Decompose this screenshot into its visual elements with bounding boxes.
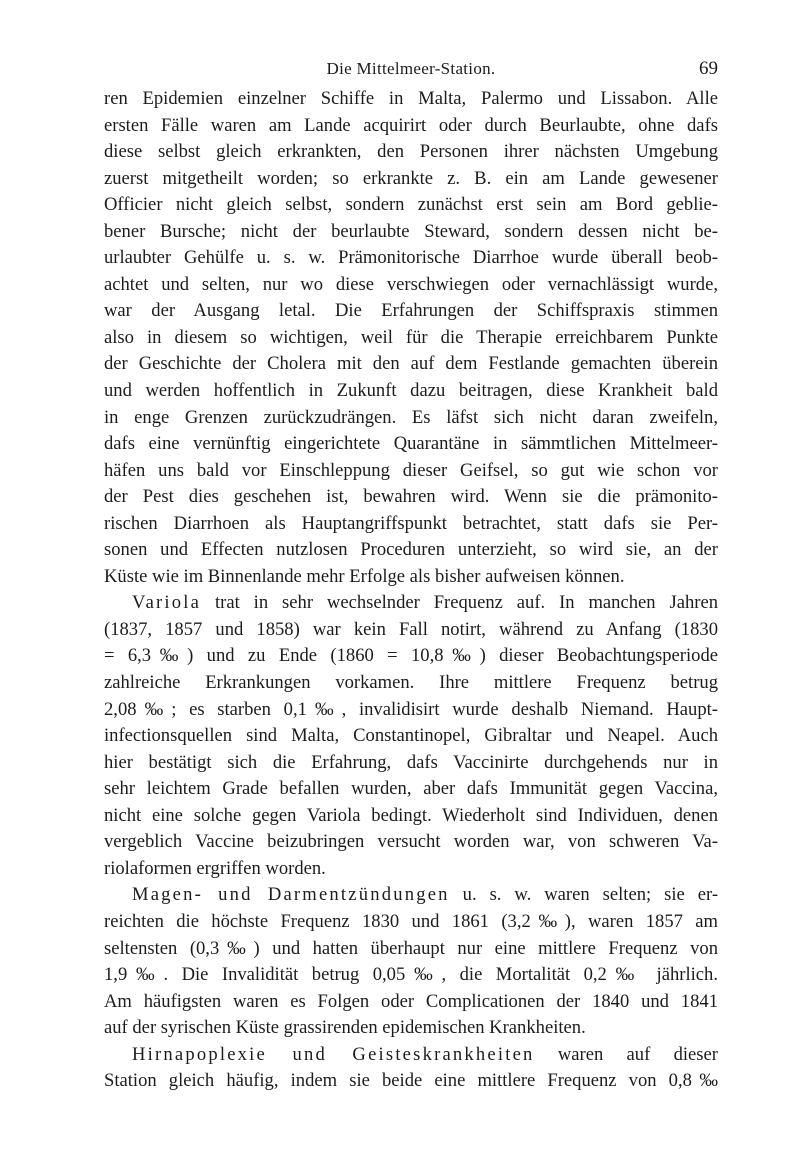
line-text: auf der syrischen Küste grassirenden epidemischen Krankheiten. <box>104 1017 586 1039</box>
text-line <box>104 166 718 193</box>
text-line <box>104 272 718 299</box>
text-line <box>104 617 718 644</box>
line-text: rischen Diarrhoen als Hauptangriffspunkt betrachtet, statt dafs sie Per- <box>104 512 718 534</box>
line-text: infectionsquellen sind Malta, Constantinopel, Gibraltar und Neapel. Auch <box>104 725 718 747</box>
line-text: waren auf dieser <box>557 1043 718 1065</box>
text-line <box>104 776 718 803</box>
text-line <box>104 670 718 697</box>
line-text: trat in sehr wechselnder Frequenz auf. In manchen Jahren <box>215 592 718 614</box>
line-text: vergeblich Vaccine beizubringen versucht worden war, von schweren Va- <box>104 831 718 853</box>
text-line <box>104 431 718 458</box>
text-line <box>104 1068 718 1095</box>
text-line <box>104 829 718 856</box>
line-text: Station gleich häufig, indem sie beide eine mittlere Frequenz von 0,8‰ <box>104 1070 718 1092</box>
line-text: achtet und selten, nur wo diese verschwiegen oder vernachlässigt wurde, <box>104 273 718 295</box>
page-number: 69 <box>699 58 718 79</box>
text-line <box>104 962 718 989</box>
text-line <box>104 1042 718 1069</box>
text-line <box>104 139 718 166</box>
text-line <box>104 86 718 113</box>
line-text: u. s. w. waren selten; sie er- <box>462 884 719 906</box>
text-line <box>104 1015 718 1042</box>
line-text: 1,9‰. Die Invalidität betrug 0,05‰, die Mortalität 0,2‰ jährlich. <box>104 964 718 986</box>
text-line <box>104 989 718 1016</box>
line-text: Officier nicht gleich selbst, sondern zunächst erst sein am Bord geblie- <box>104 194 718 216</box>
text-line <box>104 511 718 538</box>
text-line <box>104 909 718 936</box>
line-text: sehr leichtem Grade befallen wurden, aber dafs Immunität gegen Vaccina, <box>104 778 718 800</box>
running-title: Die Mittelmeer-Station. <box>326 59 496 78</box>
text-line <box>104 590 718 617</box>
line-text: hier bestätigt sich die Erfahrung, dafs Vaccinirte durchgehends nur in <box>104 751 718 773</box>
text-line <box>104 564 718 591</box>
text-line <box>104 723 718 750</box>
line-text: in enge Grenzen zurückzudrängen. Es läfst sich nicht daran zweifeln, <box>104 406 718 428</box>
section-term: Magen- und Darmentzündungen <box>132 884 450 906</box>
line-text: zahlreiche Erkrankungen vorkamen. Ihre mittlere Frequenz betrug <box>104 672 718 694</box>
text-line <box>104 298 718 325</box>
text-line <box>104 192 718 219</box>
text-line <box>104 697 718 724</box>
line-text: dafs eine vernünftig eingerichtete Quarantäne in sämmtlichen Mittelmeer- <box>104 433 718 455</box>
line-text: der Geschichte der Cholera mit den auf dem Festlande gemachten überein <box>104 353 718 375</box>
running-head <box>104 56 718 82</box>
text-line <box>104 458 718 485</box>
text-line <box>104 351 718 378</box>
text-line <box>104 750 718 777</box>
line-text: reichten die höchste Frequenz 1830 und 1861 (3,2‰), waren 1857 am <box>104 910 718 932</box>
line-text: zuerst mitgetheilt worden; so erkrankte z. B. ein am Lande gewesener <box>104 167 718 189</box>
line-text: urlaubter Gehülfe u. s. w. Prämonitorische Diarrhoe wurde überall beob- <box>104 247 718 269</box>
text-line <box>104 325 718 352</box>
text-line <box>104 936 718 963</box>
section-term: Variola <box>132 592 202 614</box>
line-text: Küste wie im Binnenlande mehr Erfolge als bisher aufweisen können. <box>104 565 625 587</box>
line-text: ersten Fälle waren am Lande acquirirt oder durch Beurlaubte, ohne dafs <box>104 114 718 136</box>
line-text: ren Epidemien einzelner Schiffe in Malta, Palermo und Lissabon. Alle <box>104 88 718 109</box>
line-text: = 6,3‰) und zu Ende (1860 = 10,8‰) dieser Beobachtungsperiode <box>104 645 718 667</box>
line-text: Am häufigsten waren es Folgen oder Complicationen der 1840 und 1841 <box>104 990 718 1012</box>
line-text: riolaformen ergriffen worden. <box>104 857 326 879</box>
text-line <box>104 245 718 272</box>
line-text: nicht eine solche gegen Variola bedingt. Wiederholt sind Individuen, denen <box>104 804 718 826</box>
text-line <box>104 378 718 405</box>
line-text: also in diesem so wichtigen, weil für die Therapie erreichbarem Punkte <box>104 326 718 348</box>
line-text: war der Ausgang letal. Die Erfahrungen der Schiffspraxis stimmen <box>104 300 718 322</box>
line-text: bener Bursche; nicht der beurlaubte Steward, sondern dessen nicht be- <box>104 220 718 242</box>
line-text: häfen uns bald vor Einschleppung dieser Geifsel, so gut wie schon vor <box>104 459 718 481</box>
text-line <box>104 219 718 246</box>
text-line <box>104 537 718 564</box>
text-line <box>104 405 718 432</box>
line-text: seltensten (0,3‰) und hatten überhaupt nur eine mittlere Frequenz von <box>104 937 718 959</box>
text-line <box>104 803 718 830</box>
text-line <box>104 484 718 511</box>
line-text: 2,08‰; es starben 0,1‰, invalidisirt wurde deshalb Niemand. Haupt- <box>104 698 718 720</box>
text-line <box>104 643 718 670</box>
line-text: (1837, 1857 und 1858) war kein Fall notirt, während zu Anfang (1830 <box>104 618 718 640</box>
body-text <box>104 86 718 1095</box>
line-text: sonen und Effecten nutzlosen Proceduren unterzieht, so wird sie, an der <box>104 539 718 561</box>
line-text: und werden hoffentlich in Zukunft dazu beitragen, diese Krankheit bald <box>104 380 718 402</box>
section-term: Hirnapoplexie und Geisteskrankheiten <box>132 1043 535 1065</box>
line-text: diese selbst gleich erkrankten, den Personen ihrer nächsten Umgebung <box>104 141 718 163</box>
text-line <box>104 856 718 883</box>
text-line <box>104 113 718 140</box>
text-line <box>104 882 718 909</box>
line-text: der Pest dies geschehen ist, bewahren wird. Wenn sie die prämonito- <box>104 486 718 508</box>
